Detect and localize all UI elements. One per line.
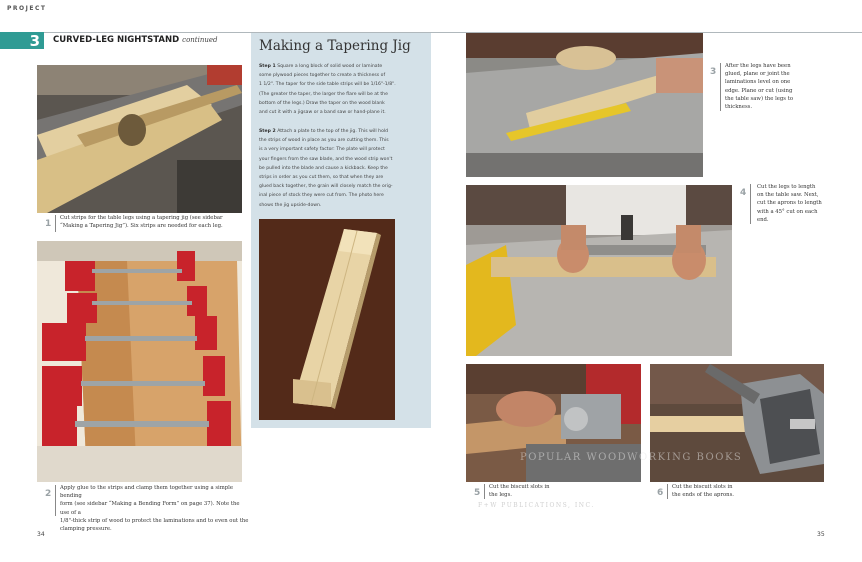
step-1-line (259, 62, 423, 71)
step-2-line: is a very important safety factor: The plate will protect (259, 147, 385, 153)
caption-4-number: 4 (740, 188, 747, 198)
caption-2-number: 2 (45, 489, 52, 499)
project-title-text: CURVED-LEG NIGHTSTAND (53, 35, 180, 45)
page-number-left: 34 (37, 531, 45, 538)
caption-4-bar (750, 184, 751, 224)
step-1-line: 1 1/2". The taper for the side table strips will be 1/16"-1/8". (259, 82, 396, 88)
page-number-right: 35 (817, 531, 825, 538)
caption-3-line: thickness. (725, 104, 753, 111)
step-2-line (259, 127, 423, 136)
caption-4-line: end. (757, 216, 769, 223)
caption-1-line: “Making a Tapering Jig”). Six strips are needed for each leg. (60, 223, 223, 230)
project-title (53, 35, 218, 45)
caption-4-line: on the table saw. Next, (757, 192, 819, 199)
step-2-line: glued back together, the grain will closely match the orig- (259, 184, 393, 190)
sidebar-title: Making a Tapering Jig (259, 38, 411, 54)
caption-2-bar (55, 485, 56, 516)
step-2-text: Attach a plate to the top of the jig. This will hold (277, 129, 389, 134)
step-2-line: the strips of wood in place as you are cutting them. This (259, 138, 389, 144)
project-number-badge: 3 (0, 32, 44, 49)
step-2-line: strips in order as you cut them, so that when they are (259, 175, 384, 181)
caption-1-number: 1 (45, 219, 52, 229)
caption-4-line: with a 45° cut on each (757, 208, 818, 215)
caption-6-line: the ends of the aprons. (672, 492, 734, 499)
caption-1 (60, 214, 245, 230)
caption-2 (60, 484, 250, 533)
photo-step-2 (37, 241, 242, 482)
step-1-line: and cut it with a jigsaw or a band saw or hand-plane it. (259, 110, 386, 116)
step-1-label: Step 1 (259, 64, 276, 69)
caption-6-bar (667, 484, 668, 499)
watermark-title: POPULAR WOODWORKING BOOKS (520, 452, 743, 463)
caption-6 (672, 483, 782, 499)
section-label: PROJECT (7, 5, 47, 12)
caption-5-line: the legs. (489, 492, 512, 499)
photo-step-3 (466, 33, 703, 177)
caption-5 (489, 483, 589, 499)
caption-2-line: form (see sidebar “Making a Bending Form” on page 37). Note the use of a (60, 501, 240, 516)
caption-4-line: Cut the legs to length (757, 184, 816, 190)
caption-2-line: Apply glue to the strips and clamp them together using a simple bending (60, 485, 233, 500)
photo-step-1 (37, 65, 242, 213)
caption-6-line: Cut the biscuit slots in (672, 484, 733, 490)
step-1-line: (The greater the taper, the larger the flare will be at the (259, 91, 388, 97)
caption-5-bar (484, 484, 485, 499)
caption-3-line: glued, plane or joint the (725, 71, 790, 78)
project-title-suffix: continued (182, 36, 218, 44)
caption-4-line: cut the aprons to length (757, 200, 822, 207)
caption-1-line: Cut strips for the table legs using a tapering jig (see sidebar (60, 215, 223, 221)
caption-1-bar (55, 215, 56, 232)
header-rule (0, 32, 862, 33)
caption-5-line: Cut the biscuit slots in (489, 484, 550, 490)
caption-3 (725, 62, 805, 111)
caption-3-line: the table saw) the legs to (725, 95, 794, 102)
photo-step-5 (466, 364, 641, 482)
caption-5-number: 5 (474, 488, 481, 498)
step-1-line: some plywood pieces together to create a thickness of (259, 73, 386, 79)
step-2-line: be pulled into the blade and cause a kickback. Keep the (259, 165, 388, 171)
step-2-line: shows the jig upside-down. (259, 202, 322, 208)
step-2-line: your fingers from the saw blade, and the wood strip won't (259, 156, 393, 162)
caption-4 (757, 183, 837, 224)
watermark-publisher: F+W PUBLICATIONS, INC. (478, 502, 595, 509)
photo-step-6 (650, 364, 824, 482)
caption-3-bar (720, 63, 721, 111)
caption-3-line: After the legs have been (725, 63, 791, 69)
step-1-text: Square a long block of solid wood or laminate (277, 64, 383, 69)
caption-3-number: 3 (710, 67, 717, 77)
step-1-line: bottom of the legs.) Draw the taper on the wood blank (259, 100, 385, 106)
caption-3-line: edge. Plane or cut (using (725, 87, 793, 94)
sidebar-step-1 (259, 62, 423, 117)
caption-3-line: laminations level on one (725, 79, 791, 86)
photo-step-4 (466, 185, 732, 356)
caption-6-number: 6 (657, 488, 664, 498)
caption-2-line: clamping pressure. (60, 526, 112, 533)
caption-2-line: 1/8"-thick strip of wood to protect the laminations and to even out the (60, 517, 249, 524)
step-2-line: inal piece of stock they were cut from. The photo here (259, 193, 384, 199)
sidebar-step-2 (259, 127, 423, 210)
photo-tapering-jig (259, 219, 395, 420)
step-2-label: Step 2 (259, 129, 276, 134)
